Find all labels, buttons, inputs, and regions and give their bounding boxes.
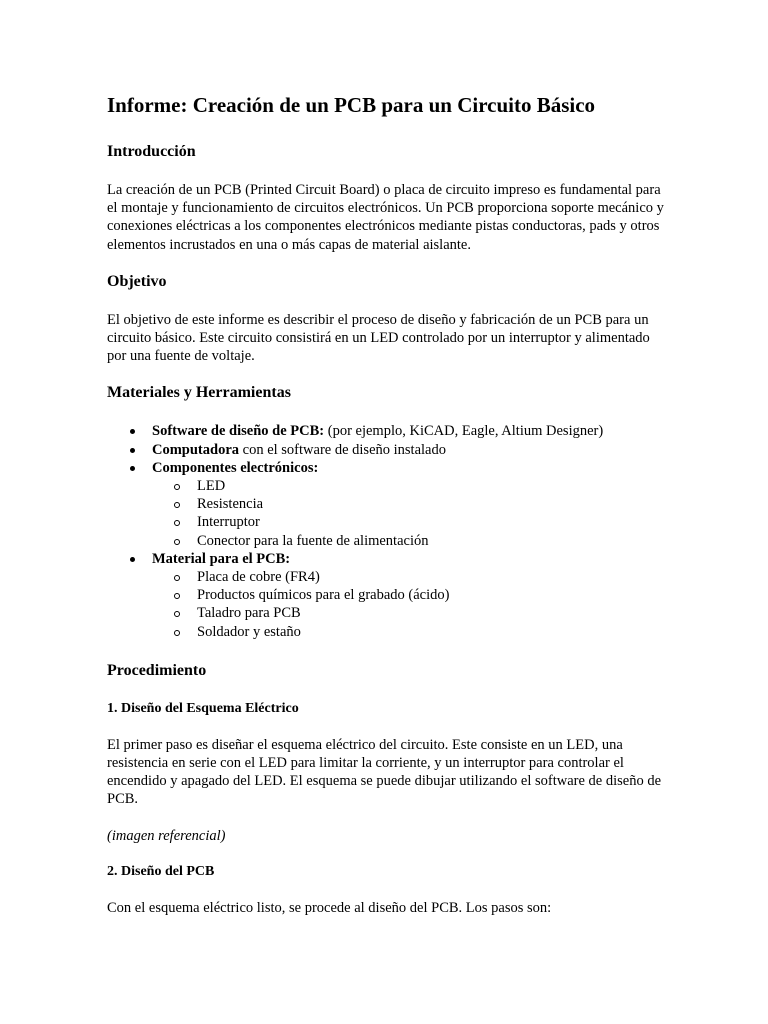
- document-title: Informe: Creación de un PCB para un Circuito Básico: [107, 93, 596, 117]
- materials-heading: Materiales y Herramientas: [107, 384, 291, 402]
- item-text: con el software de diseño instalado: [239, 441, 446, 458]
- step2-paragraph: Con el esquema eléctrico listo, se procede al diseño del PCB. Los pasos son:: [107, 899, 552, 916]
- pcb-materials-sublist: [152, 568, 667, 641]
- sublist-item: Productos químicos para el grabado (ácido): [152, 586, 667, 604]
- item-text: (por ejemplo, KiCAD, Eagle, Altium Designer): [324, 423, 604, 440]
- intro-heading: Introducción: [107, 143, 196, 160]
- list-item: [107, 422, 667, 440]
- step1-heading: 1. Diseño del Esquema Eléctrico: [107, 700, 299, 716]
- list-item: [107, 550, 667, 641]
- sublist-item: Soldador y estaño: [152, 623, 667, 641]
- procedure-heading: Procedimiento: [107, 661, 207, 679]
- list-item: [107, 441, 667, 459]
- intro-paragraph: La creación de un PCB (Printed Circuit Board) o placa de circuito impreso es fundamental para el montaje y funcionamiento de circuitos electrónicos. Un PCB proporciona soporte mecánico y conexiones eléctricas a los componentes electrónicos mediante pistas conductoras, pads y otros elementos incrustados en una o más capas de material aislante.: [107, 182, 664, 253]
- item-bold-label: Componentes electrónicos:: [152, 459, 319, 476]
- objective-paragraph: El objetivo de este informe es describir el proceso de diseño y fabricación de un PCB para un circuito básico. Este circuito consistirá en un LED controlado por un interruptor y alimentado por una fuente de voltaje.: [107, 311, 650, 365]
- item-bold-label: Computadora: [152, 441, 240, 458]
- components-sublist: [152, 477, 667, 550]
- step1-paragraph: El primer paso es diseñar el esquema eléctrico del circuito. Este consiste en un LED, una resistencia en serie con el LED para limitar la corriente, y un interruptor para controlar el encendido y apagado del LED. El esquema se puede dibujar utilizando el software de diseño de PCB.: [107, 736, 662, 808]
- sublist-item: Resistencia: [152, 495, 667, 513]
- objective-heading: Objetivo: [107, 272, 167, 290]
- materials-list: [107, 422, 667, 640]
- sublist-item: LED: [152, 477, 667, 495]
- sublist-item: Taladro para PCB: [152, 604, 667, 622]
- document-body: [107, 88, 667, 935]
- list-item: [107, 459, 667, 550]
- item-bold-label: Material para el PCB:: [152, 550, 291, 567]
- sublist-item: Conector para la fuente de alimentación: [152, 532, 667, 550]
- image-reference-note: (imagen referencial): [107, 827, 226, 844]
- step2-heading: 2. Diseño del PCB: [107, 863, 215, 879]
- item-bold-label: Software de diseño de PCB:: [152, 423, 325, 440]
- sublist-item: Interruptor: [152, 513, 667, 531]
- sublist-item: Placa de cobre (FR4): [152, 568, 667, 586]
